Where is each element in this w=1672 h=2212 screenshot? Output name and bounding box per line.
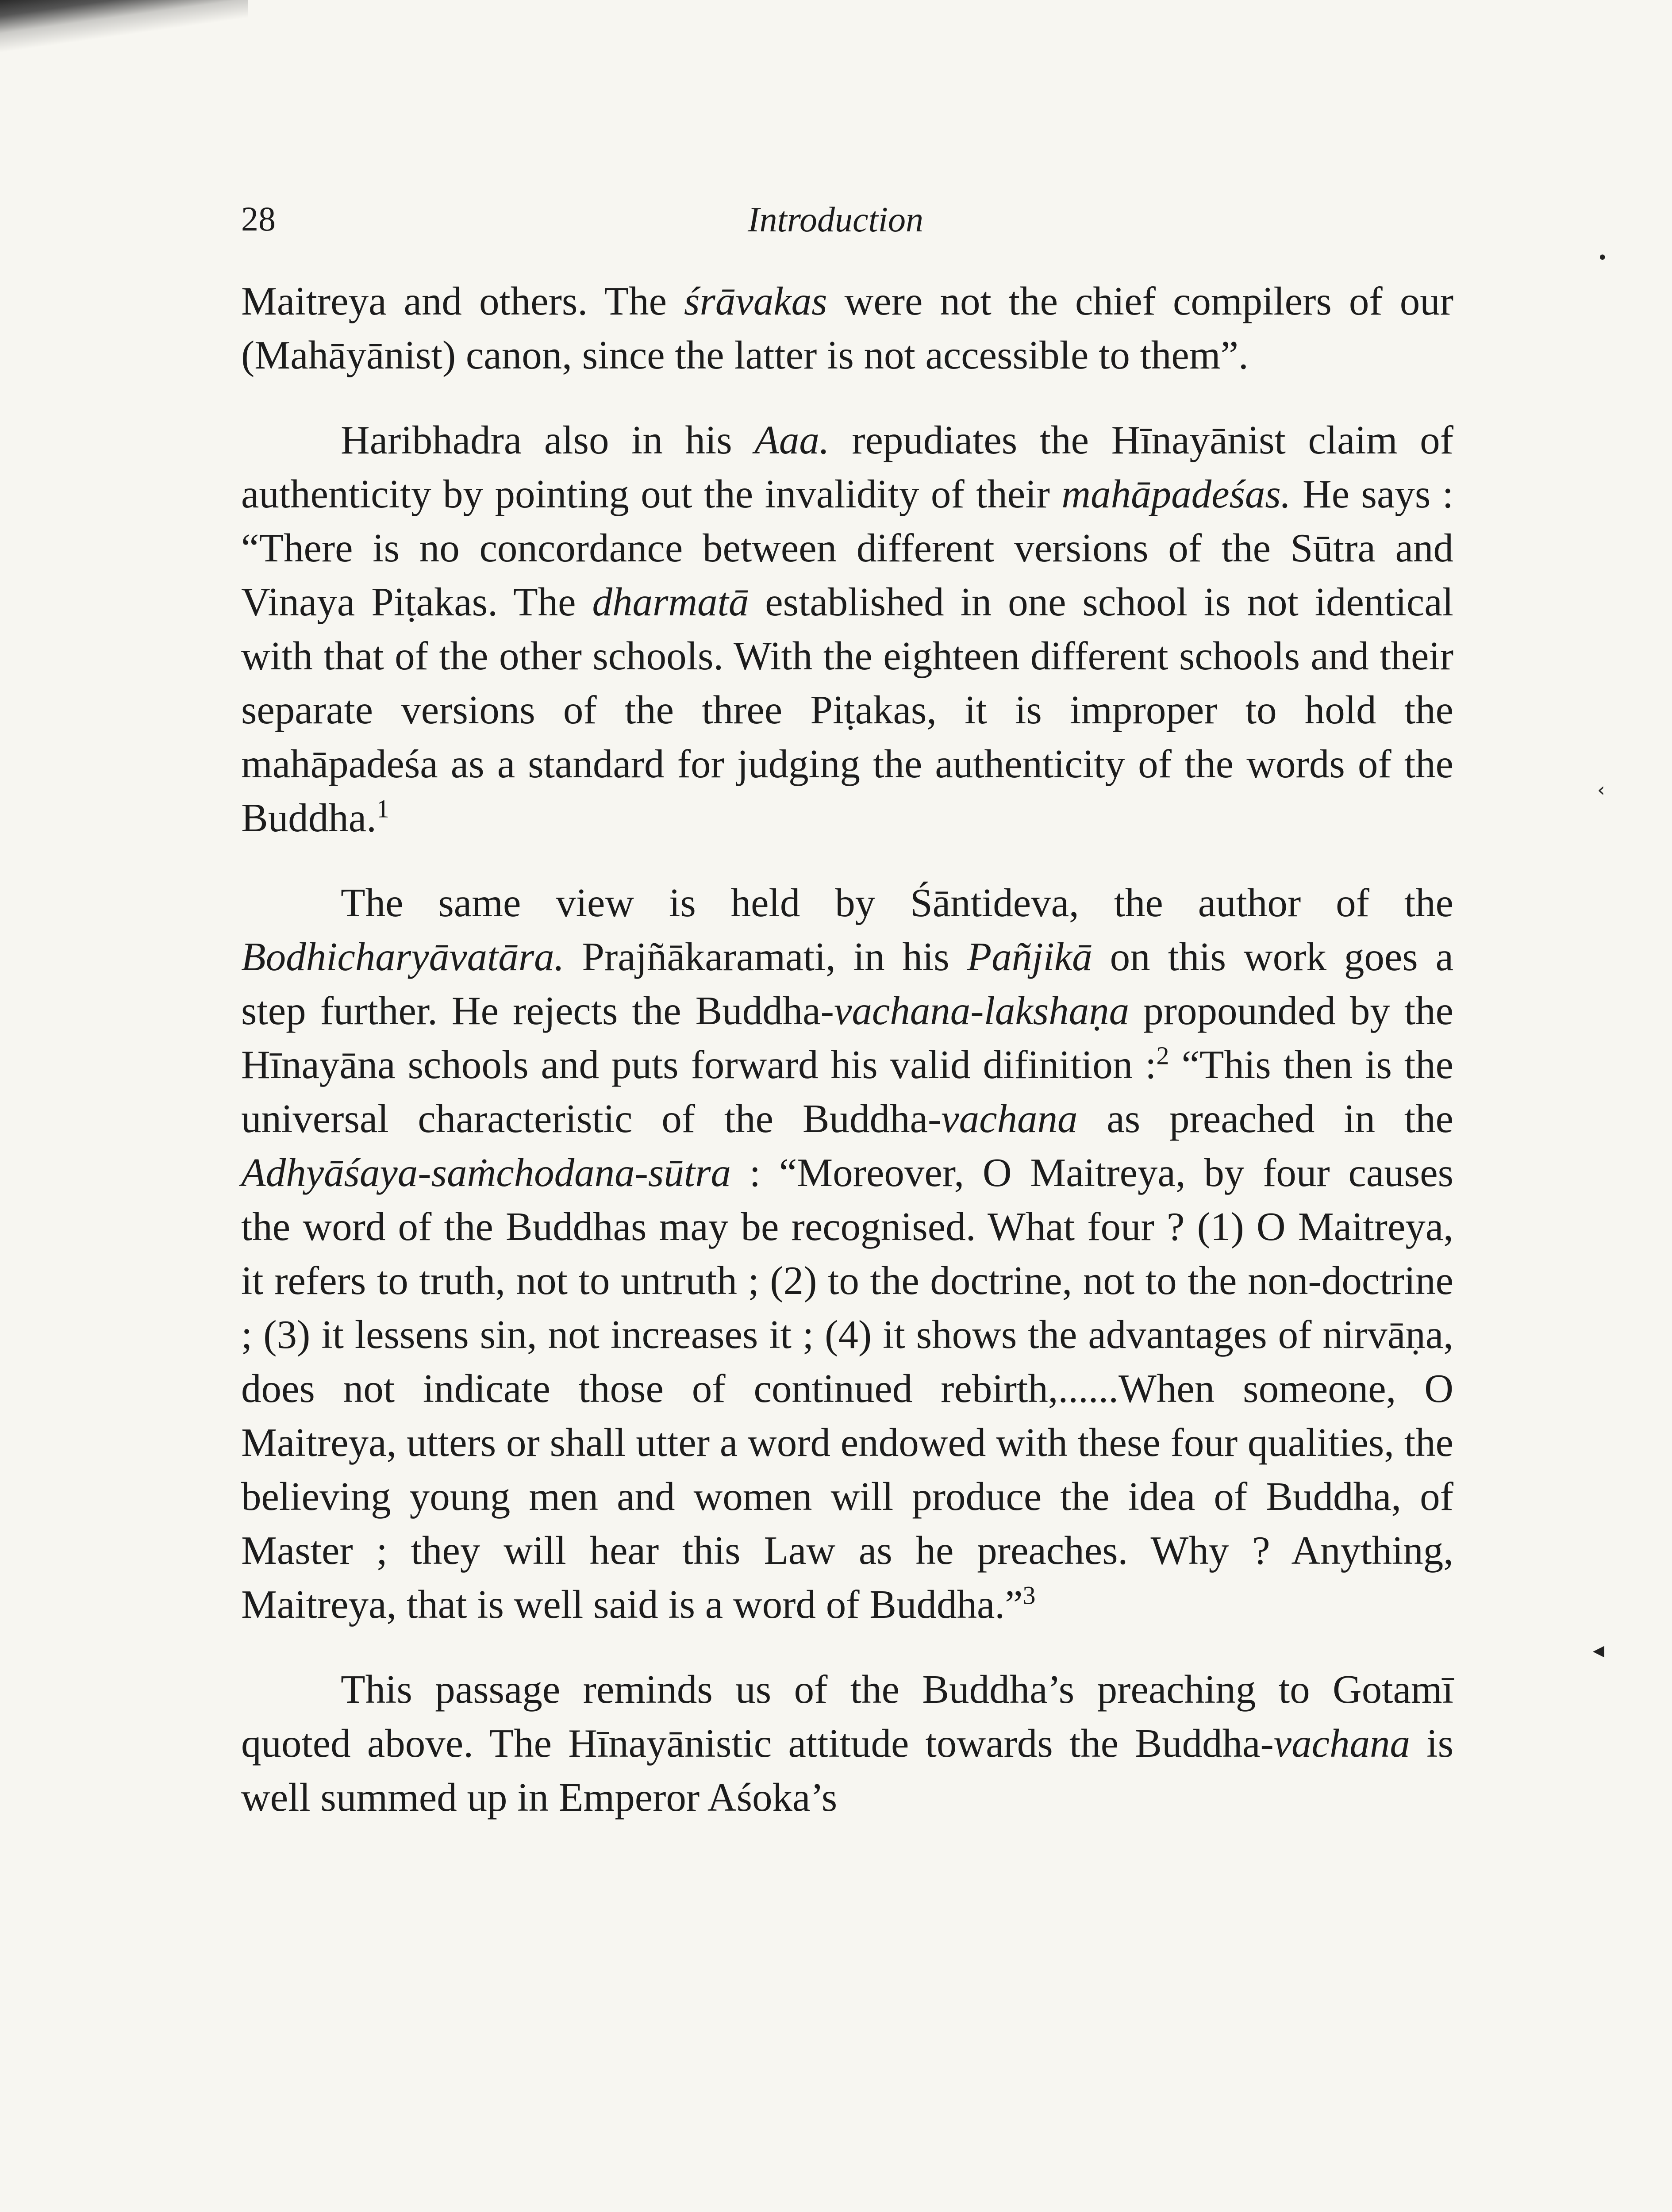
- footnote-ref-3: 3: [1022, 1581, 1036, 1610]
- paragraph-4: This passage reminds us of the Buddha’s preaching to Gotamī quoted above. The Hīnayānistic attitude towards the Buddha-vachana is well summed up in Emperor Aśoka’s: [241, 1667, 1453, 1820]
- footnote-ref-2: 2: [1156, 1041, 1169, 1070]
- margin-mark: ‹: [1597, 779, 1605, 801]
- running-title: Introduction: [748, 200, 923, 239]
- margin-mark: •: [1597, 248, 1608, 268]
- paragraph-3: The same view is held by Śāntideva, the author of the Bodhicharyāvatāra. Prajñākaramati, in his Pañjikā on this work goes a step further. He rejects the Buddha-vachana-lakshaṇa propounded by the Hīnayāna schools and puts forward his valid difinition :$^2$ “This then is the universal characteristic of the Buddha-vachana as preached in the Adhyāśaya-saṁchodana-sūtra : “Moreover, O Maitreya, by four causes the word of the Buddhas may be recognised. What four ? (1) O Maitreya, it refers to truth, not to untruth ; (2) to the doctrine, not to the non-doctrine ; (3) it lessens sin, not increases it ; (4) it shows the advantages of nirvāṇa, does not indicate those of continued rebirth,......When someone, O Maitreya, utters or shall utter a word endowed with these four qualities, the believing young men and women will produce the idea of Buddha, of Master ; they will hear this Law as he preaches. Why ? Anything, Maitreya, that is well said is a word of Buddha.”$^3$: [241, 880, 1453, 1627]
- page-number: 28: [241, 200, 276, 238]
- paragraph-2: Haribhadra also in his Aaa. repudiates the Hīnayānist claim of authenticity by pointing out the invalidity of their mahāpadeśas. He says : “There is no concordance between different versions of the Sūtra and Vinaya Piṭakas. The dharmatā established in one school is not identical with that of the other schools. With the eighteen different schools and their separate versions of the three Piṭakas, it is improper to hold the mahāpadeśa as a standard for judging the authenticity of the words of the Buddha.$^1$: [241, 418, 1454, 840]
- margin-mark: ◂: [1593, 1637, 1605, 1663]
- scan-shadow: [0, 0, 248, 53]
- paragraph-1: Maitreya and others. The śrāvakas were not the chief compilers of our (Mahāyānist) canon, since the latter is not accessible to them”.: [241, 279, 1453, 377]
- body-text: [241, 274, 1453, 1824]
- footnote-ref-1: 1: [376, 794, 389, 823]
